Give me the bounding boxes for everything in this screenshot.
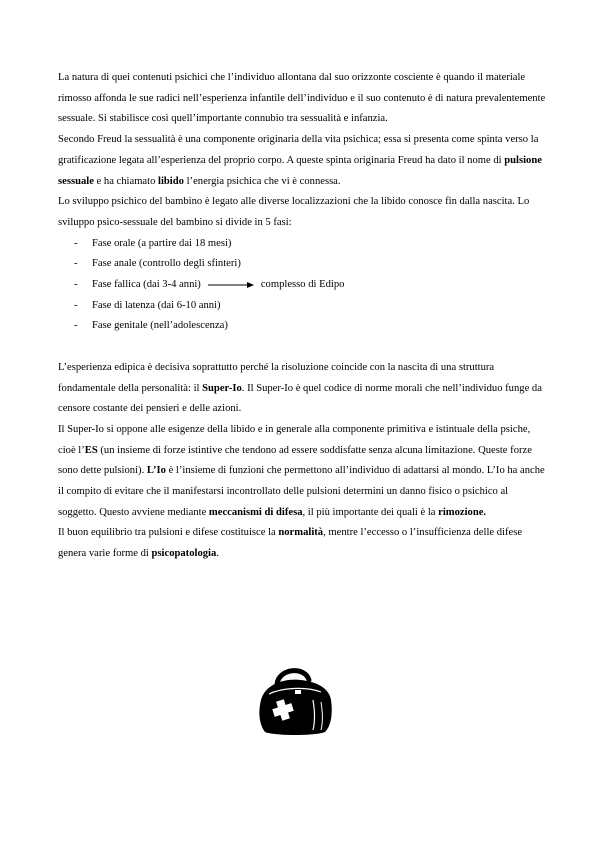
spacer: [58, 337, 546, 358]
phase-label: Fase orale (a partire dai 18 mesi): [92, 237, 232, 249]
text-run: .: [216, 548, 219, 560]
text-run: l’energia psichica che vi è connessa.: [183, 175, 341, 187]
phase-label: Fase fallica (dai 3-4 anni): [92, 279, 201, 291]
text-run: , il più importante dei quali è la: [302, 506, 439, 518]
term-normalita: normalità: [278, 527, 324, 539]
bullet-dash: -: [74, 299, 78, 311]
right-arrow-icon: [207, 281, 255, 289]
paragraph-es-io: [58, 420, 546, 524]
oedipus-note: complesso di Edipo: [260, 279, 345, 291]
term-meccanismi-di-difesa: meccanismi di difesa: [208, 506, 303, 518]
bullet-dash: -: [74, 320, 78, 332]
list-item: [58, 316, 546, 337]
text-run: L’esperienza edipica è decisiva soprattutto perché la risoluzione coincide con la nascita di una struttura fondamentale della personalità: il: [58, 361, 495, 394]
phase-label: Fase genitale (nell’adolescenza): [92, 320, 228, 332]
text-run: . Il Super-Io è quel codice di norme morali che nell’individuo funge da censore costante dei pensieri e delle azioni.: [58, 382, 542, 415]
paragraph-normality: [58, 523, 546, 564]
term-es: ES: [84, 444, 98, 456]
text-run: e ha chiamato: [93, 175, 159, 187]
text-run: è l’insieme di funzioni che permettono all’individuo di adattarsi al mondo. L’Io ha anche il compito di evitare che il manifestarsi incontrollato delle pulsioni determini un danno fisico o psichico al soggetto. Questo avviene mediante: [58, 465, 545, 518]
term-psicopatologia: psicopatologia: [151, 548, 217, 560]
text-run: Il Super-Io si oppone alle esigenze della libido e in generale alla componente primitiva e istintuale della psiche, cioè l’: [58, 423, 531, 456]
term-io: L’Io: [146, 465, 166, 477]
list-item: [58, 234, 546, 255]
bullet-dash: -: [74, 279, 78, 291]
text-run: (un insieme di forze istintive che tendono ad essere soddisfatte senza alcuna limitazione. Queste forze sono dette pulsioni).: [58, 444, 532, 477]
paragraph-development: Lo sviluppo psichico del bambino è legato alle diverse localizzazioni che la libido conosce fin dalla nascita. Lo sviluppo psico-sessuale del bambino si divide in 5 fasi:: [58, 196, 530, 228]
text-run: , mentre l’eccesso o l’insufficienza delle difese genera varie forme di: [58, 527, 523, 560]
bullet-dash: -: [74, 237, 78, 249]
list-item: [58, 275, 546, 296]
phase-label: Fase di latenza (dai 6-10 anni): [92, 299, 221, 311]
term-libido: libido: [158, 175, 184, 187]
list-item: [58, 254, 546, 275]
paragraph-oedipal: [58, 358, 546, 420]
text-run: Secondo Freud la sessualità è una componente originaria della vita psichica; essa si presenta come spinta verso la gratificazione legata all’esperienza del proprio corpo. A queste spinta originaria Freud ha dato il nome di: [58, 134, 539, 166]
paragraph-repression: La natura di quei contenuti psichici che l’individuo allontana dal suo orizzonte cosciente è quando il materiale rimosso affonda le sue radici nell’esperienza infantile dell’individuo e il suo contenuto è di natura prevalentemente sessuale. Si stabilisce così quell’importante connubio tra sessualità e infanzia.: [58, 72, 546, 125]
term-pulsione-sessuale: pulsione sessuale: [58, 154, 542, 187]
bullet-dash: -: [74, 258, 78, 270]
term-rimozione: rimozione.: [438, 506, 487, 518]
paragraph-sexuality: [58, 130, 546, 192]
phases-list: [58, 234, 546, 338]
phase-label: Fase anale (controllo degli sfinteri): [92, 258, 241, 270]
text-run: Il buon equilibrio tra pulsioni e difese costituisce la: [58, 527, 279, 539]
list-item: [58, 296, 546, 317]
body-text: [58, 68, 546, 565]
term-super-io: Super-Io: [202, 382, 242, 394]
medical-bag-icon: [255, 660, 335, 740]
